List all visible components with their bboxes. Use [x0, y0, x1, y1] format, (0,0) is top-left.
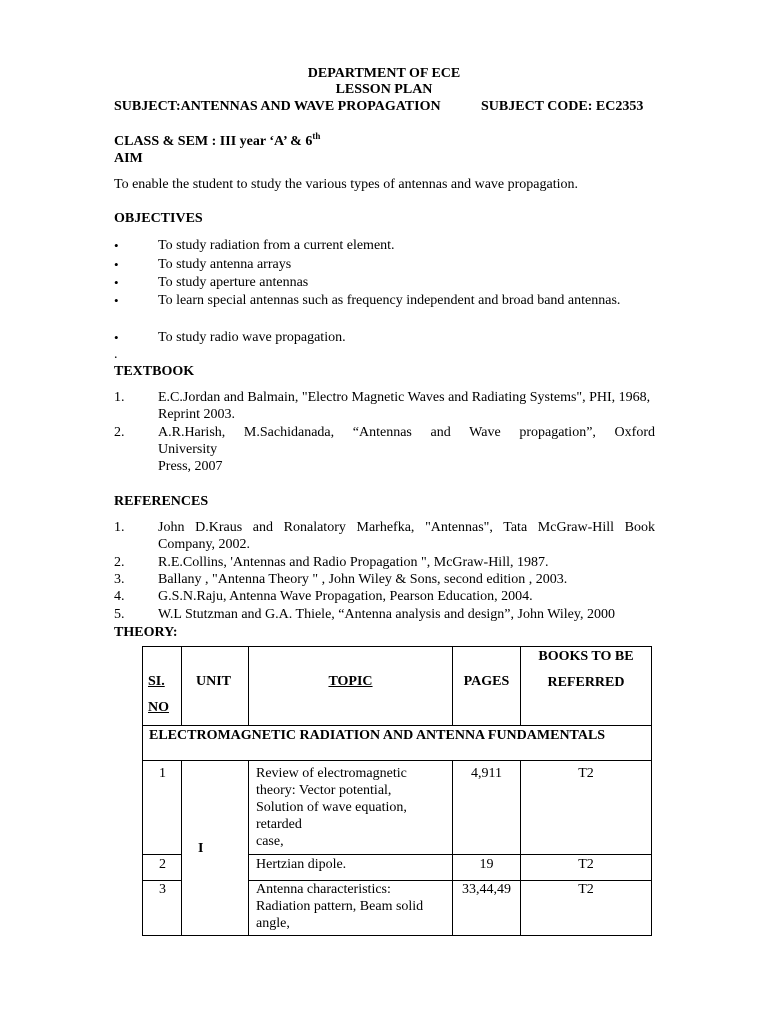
header-sl-line: NO	[148, 700, 169, 715]
textbook-number: 1.	[114, 390, 125, 405]
textbook-number: 2.	[114, 425, 125, 440]
class-sem	[114, 133, 320, 150]
topic-line: Hertzian dipole.	[256, 857, 347, 872]
topic-line: Antenna characteristics:	[256, 882, 391, 897]
row-pages: 33,44,49	[453, 881, 521, 936]
reference-item: W.L Stutzman and G.A. Thiele, “Antenna analysis and design”, John Wiley, 2000	[158, 607, 615, 622]
theory-table	[142, 646, 652, 936]
header-books	[521, 647, 652, 726]
topic-line: theory: Vector potential,	[256, 783, 392, 798]
objective-item: To study radiation from a current element.	[158, 238, 395, 253]
bullet-icon: •	[114, 293, 119, 308]
reference-number: 4.	[114, 589, 125, 604]
textbook-heading: TEXTBOOK	[114, 364, 195, 379]
header-sl-line: SI.	[148, 674, 165, 689]
objectives-heading: OBJECTIVES	[114, 211, 203, 226]
references-heading: REFERENCES	[114, 494, 209, 509]
bullet-icon: •	[114, 238, 119, 253]
subject-code: SUBJECT CODE: EC2353	[481, 99, 644, 114]
header-books-line: REFERRED	[547, 675, 625, 690]
row-topic	[249, 761, 453, 855]
textbook-line: A.R.Harish, M.Sachidanada, “Antennas and Wave propagation”, Oxford	[158, 425, 655, 440]
textbook-line: University	[158, 442, 218, 457]
objective-item: To study radio wave propagation.	[158, 330, 346, 345]
aim-heading: AIM	[114, 151, 143, 166]
reference-number: 1.	[114, 520, 125, 535]
reference-item: Ballany , "Antenna Theory " , John Wiley & Sons, second edition , 2003.	[158, 572, 568, 587]
textbook-line: Press, 2007	[158, 459, 223, 474]
bullet-icon: •	[114, 275, 119, 290]
row-topic	[249, 855, 453, 881]
reference-item: R.E.Collins, 'Antennas and Radio Propagation ", McGraw-Hill, 1987.	[158, 555, 549, 570]
reference-number: 2.	[114, 555, 125, 570]
row-pages: 19	[453, 855, 521, 881]
objective-item: To learn special antennas such as frequency independent and broad band antennas.	[158, 293, 621, 308]
textbook-item: E.C.Jordan and Balmain, "Electro Magnetic Waves and Radiating Systems", PHI, 1968, Reprint 2003.	[158, 390, 651, 422]
section-title: ELECTROMAGNETIC RADIATION AND ANTENNA FUNDAMENTALS	[143, 726, 652, 761]
topic-line: case,	[256, 834, 284, 849]
lesson-plan-title: LESSON PLAN	[335, 82, 433, 97]
row-book: T2	[521, 881, 652, 936]
objective-item: To study antenna arrays	[158, 257, 292, 272]
table-header-row	[143, 647, 652, 726]
row-topic	[249, 881, 453, 936]
topic-line: Review of electromagnetic	[256, 766, 407, 781]
section-title-row	[143, 726, 652, 761]
bullet-icon: •	[114, 257, 119, 272]
topic-line: Solution of wave equation,	[256, 800, 407, 815]
header-unit: UNIT	[182, 647, 249, 726]
bullet-icon: •	[114, 330, 119, 345]
unit-cell: I	[182, 761, 249, 936]
class-sem-text: CLASS & SEM : III year ‘A’ & 6	[114, 134, 313, 149]
topic-line: angle,	[256, 916, 290, 931]
row-sl: 1	[143, 761, 182, 855]
class-sem-suffix: th	[312, 131, 321, 141]
theory-heading: THEORY:	[114, 625, 178, 640]
reference-item: John D.Kraus and Ronalatory Marhefka, "Antennas", Tata McGraw-Hill Book Company, 2002.	[158, 520, 655, 552]
department-title: DEPARTMENT OF ECE	[307, 66, 461, 81]
row-pages: 4,911	[453, 761, 521, 855]
reference-item: G.S.N.Raju, Antenna Wave Propagation, Pearson Education, 2004.	[158, 589, 533, 604]
header-books-line: BOOKS TO BE	[538, 649, 634, 664]
header-sl-no	[143, 647, 182, 726]
reference-number: 3.	[114, 572, 125, 587]
row-book: T2	[521, 855, 652, 881]
row-sl: 2	[143, 855, 182, 881]
table-row	[143, 761, 652, 855]
objective-item: To study aperture antennas	[158, 275, 309, 290]
topic-line: Radiation pattern, Beam solid	[256, 899, 424, 914]
subject-line: SUBJECT:ANTENNAS AND WAVE PROPAGATION	[114, 99, 441, 114]
aim-text: To enable the student to study the various types of antennas and wave propagation.	[114, 177, 579, 192]
reference-number: 5.	[114, 607, 125, 622]
textbook-item	[158, 424, 655, 475]
topic-line: retarded	[256, 817, 302, 832]
row-book: T2	[521, 761, 652, 855]
header-pages: PAGES	[453, 647, 521, 726]
header-topic: TOPIC	[249, 647, 453, 726]
row-sl: 3	[143, 881, 182, 936]
stray-period: .	[114, 347, 118, 362]
